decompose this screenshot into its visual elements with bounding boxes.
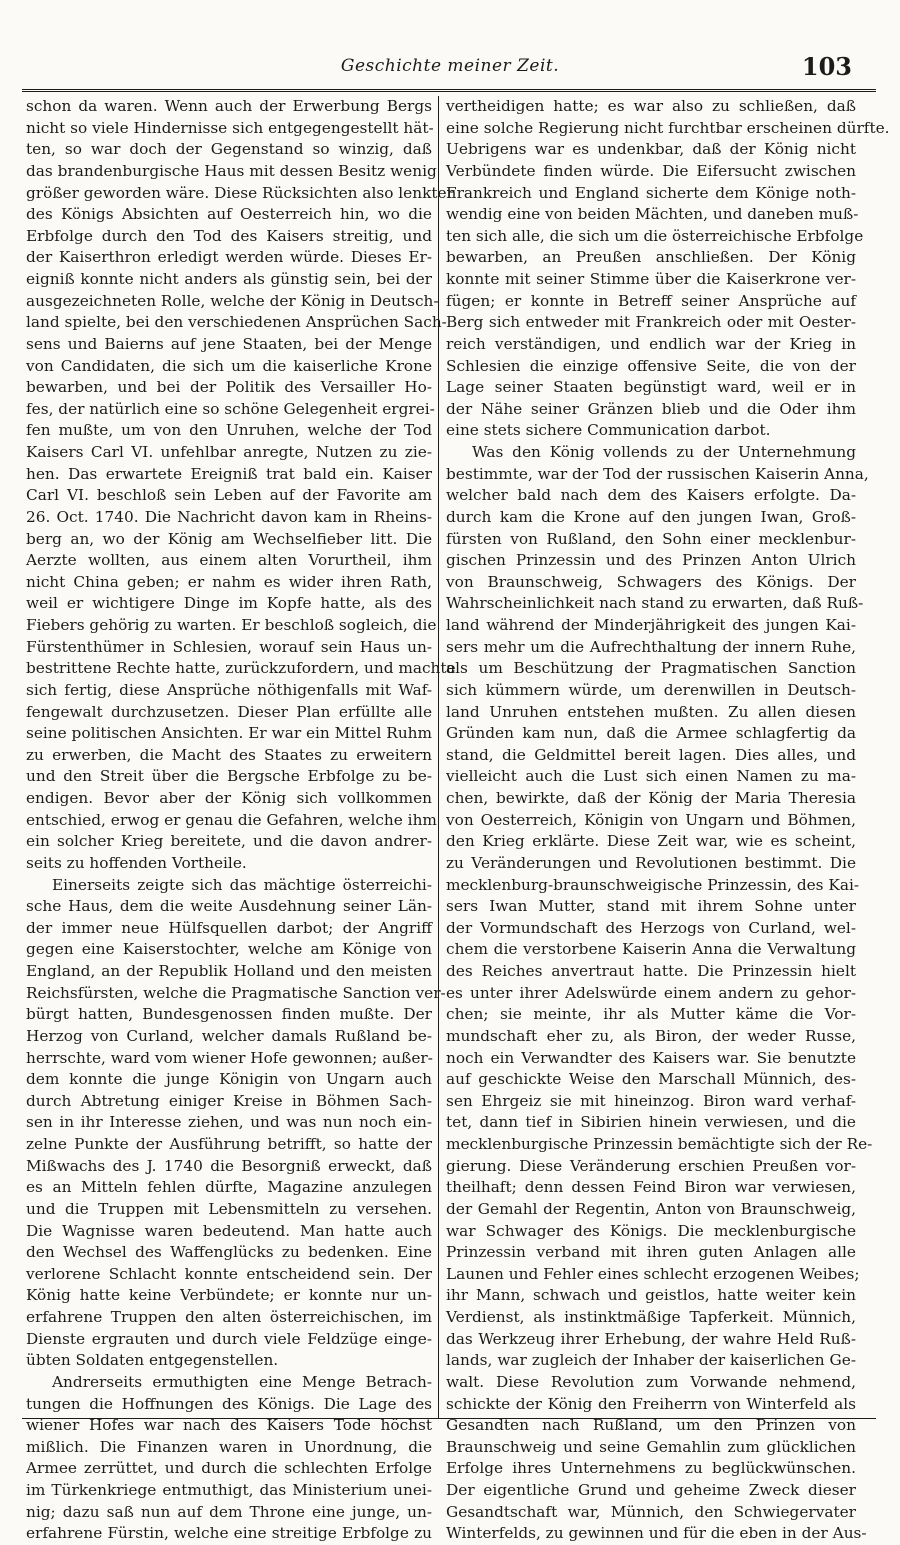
text-line: ten sich alle, die sich um die österreichische Erbfolge xyxy=(446,226,864,245)
text-line: vertheidigen hatte; es war also zu schließen, daß xyxy=(446,97,856,115)
text-line: des Königs Absichten auf Oesterreich hin, wo die xyxy=(26,205,432,224)
text-column-left xyxy=(26,96,457,1543)
text-line: Verbündete finden würde. Die Eifersucht zwischen xyxy=(446,161,856,180)
text-line: reich verständigen, und endlich war der Krieg in xyxy=(446,334,856,353)
text-line: Die Wagnisse waren bedeutend. Man hatte auch xyxy=(26,1221,432,1240)
text-line: fes, der natürlich eine so schöne Gelegenheit ergrei- xyxy=(26,399,435,418)
text-line: Erfolge ihres Unternehmens zu beglückwünschen. xyxy=(446,1459,856,1478)
text-line: mißlich. Die Finanzen waren in Unordnung, die xyxy=(26,1437,432,1456)
text-line: England, an der Republik Holland und den meisten xyxy=(26,962,432,980)
text-line: sich kümmern würde, um derenwillen in Deutsch- xyxy=(446,680,856,699)
text-line: chen; sie meinte, ihr als Mutter käme die Vor- xyxy=(446,1005,856,1024)
text-line: gierung. Diese Veränderung erschien Preußen vor- xyxy=(446,1156,856,1175)
text-line: ten, so war doch der Gegenstand so winzig, daß xyxy=(26,140,432,159)
text-line: Lage seiner Staaten begünstigt ward, weil er in xyxy=(446,378,856,397)
text-line: war Schwager des Königs. Die mecklenburgische xyxy=(446,1221,856,1240)
text-line: sche Haus, dem die weite Ausdehnung seiner Län- xyxy=(26,897,432,916)
text-line: entschied, erwog er genau die Gefahren, welche ihm xyxy=(26,810,437,829)
text-line: sens und Baierns auf jene Staaten, bei der Menge xyxy=(26,334,432,353)
text-line: Herzog von Curland, welcher damals Rußland be- xyxy=(26,1026,432,1045)
text-line: 26. Oct. 1740. Die Nachricht davon kam in Rheins- xyxy=(26,507,432,526)
text-line: Uebrigens war es undenkbar, daß der König nicht xyxy=(446,140,856,159)
text-line: ihr Mann, schwach und geistlos, hatte weiter kein xyxy=(446,1286,856,1305)
text-line: durch Abtretung einiger Kreise in Böhmen Sach- xyxy=(26,1091,432,1110)
text-line: Verdienst, als instinktmäßige Tapferkeit. Münnich, xyxy=(446,1308,856,1326)
text-line: zu Veränderungen und Revolutionen bestimmt. Die xyxy=(446,853,856,872)
text-line: Kaisers Carl VI. unfehlbar anregte, Nutzen zu zie- xyxy=(26,443,432,461)
text-line: Fürstenthümer in Schlesien, worauf sein Haus un- xyxy=(26,637,432,656)
text-line: des Reiches anvertraut hatte. Die Prinzessin hielt xyxy=(446,962,856,980)
text-line: Aerzte wollten, aus einem alten Vorurtheil, ihm xyxy=(26,551,432,570)
text-line: schon da waren. Wenn auch der Erwerbung Bergs xyxy=(26,97,432,115)
text-line: vielleicht auch die Lust sich einen Namen zu ma- xyxy=(446,767,856,786)
text-line: stand, die Geldmittel bereit lagen. Dies alles, und xyxy=(446,745,856,764)
text-line: gegen eine Kaiserstochter, welche am Könige von xyxy=(26,940,432,959)
text-line: seits zu hoffenden Vortheile. xyxy=(26,853,247,872)
text-line: land Unruhen entstehen mußten. Zu allen diesen xyxy=(446,702,856,721)
text-line: theilhaft; denn dessen Feind Biron war verwiesen, xyxy=(446,1178,856,1197)
text-line: sers mehr um die Aufrechthaltung der innern Ruhe, xyxy=(446,637,856,656)
text-line: mecklenburg-braunschweigische Prinzessin, des Kai- xyxy=(446,875,860,894)
text-line: sen Ehrgeiz sie mit hineinzog. Biron ward verhaf- xyxy=(446,1091,856,1110)
text-line: Wahrscheinlichkeit nach stand zu erwarten, daß Ruß- xyxy=(446,594,864,613)
text-line: schickte der König den Freiherrn von Winterfeld als xyxy=(446,1394,856,1413)
text-line: Fiebers gehörig zu warten. Er beschloß sogleich, die xyxy=(26,616,437,634)
text-line: erfahrene Truppen den alten österreichischen, im xyxy=(26,1308,432,1326)
text-line: Dienste ergrauten und durch viele Feldzüge einge- xyxy=(26,1329,432,1348)
text-line: bürgt hatten, Bundesgenossen finden mußte. Der xyxy=(26,1005,432,1024)
page-number: 103 xyxy=(801,52,852,81)
running-header-title: Geschichte meiner Zeit. xyxy=(340,56,560,76)
text-line: endigen. Bevor aber der König sich vollkommen xyxy=(26,789,432,807)
text-line: es an Mitteln fehlen dürfte, Magazine anzulegen xyxy=(26,1178,432,1197)
text-line: der immer neue Hülfsquellen darbot; der Angriff xyxy=(26,918,432,937)
text-line: zu erwerben, die Macht des Staates zu erweitern xyxy=(26,745,432,764)
text-line: tungen die Hoffnungen des Königs. Die Lage des xyxy=(26,1394,432,1413)
text-line: Armee zerrüttet, und durch die schlechten Erfolge xyxy=(26,1459,432,1478)
text-line: von Candidaten, die sich um die kaiserliche Krone xyxy=(26,356,432,375)
text-line: bestrittene Rechte hatte, zurückzufordern, und machte xyxy=(26,659,456,678)
text-line: zelne Punkte der Ausführung betrifft, so hatte der xyxy=(26,1135,432,1153)
text-line: welcher bald nach dem des Kaisers erfolgte. Da- xyxy=(446,486,856,505)
text-line: Reichsfürsten, welche die Pragmatische Sanction ver- xyxy=(26,983,446,1002)
text-line: Der eigentliche Grund und geheime Zweck dieser xyxy=(446,1481,856,1499)
text-line: von Oesterreich, Königin von Ungarn und Böhmen, xyxy=(446,810,856,829)
text-line: hen. Das erwartete Ereigniß trat bald ein. Kaiser xyxy=(26,464,432,483)
text-line: bewarben, und bei der Politik des Versailler Ho- xyxy=(26,378,432,397)
text-line: seine politischen Ansichten. Er war ein Mittel Ruhm xyxy=(26,724,433,743)
text-line: Mißwachs des J. 1740 die Besorgniß erweckt, daß xyxy=(26,1156,432,1175)
text-line: bewarben, an Preußen anschließen. Der König xyxy=(446,248,856,267)
text-line: land spielte, bei den verschiedenen Ansprüchen Sach- xyxy=(26,313,447,332)
text-line: Schlesien die einzige offensive Seite, die von der xyxy=(446,356,856,375)
text-line: Gesandten nach Rußland, um den Prinzen von xyxy=(446,1416,856,1435)
text-line: sich fertig, diese Ansprüche nöthigenfalls mit Waf- xyxy=(26,680,432,699)
text-line: fügen; er konnte in Betreff seiner Ansprüche auf xyxy=(446,291,856,310)
text-line: Winterfelds, zu gewinnen und für die eben in der Aus- xyxy=(446,1524,867,1543)
text-line: Einerseits zeigte sich das mächtige österreichi- xyxy=(52,875,432,894)
text-line: nicht so viele Hindernisse sich entgegengestellt hät- xyxy=(26,118,434,137)
text-line: das Werkzeug ihrer Erhebung, der wahre Held Ruß- xyxy=(446,1329,856,1348)
text-line: den Wechsel des Waffenglücks zu bedenken. Eine xyxy=(26,1243,432,1262)
text-line: fengewalt durchzusetzen. Dieser Plan erfüllte alle xyxy=(26,702,432,721)
text-line: gischen Prinzessin und des Prinzen Anton Ulrich xyxy=(446,551,856,570)
text-line: durch kam die Krone auf den jungen Iwan, Groß- xyxy=(446,507,856,526)
text-line: tet, dann tief in Sibirien hinein verwiesen, und die xyxy=(446,1113,856,1132)
text-line: mundschaft eher zu, als Biron, der weder Russe, xyxy=(446,1026,856,1045)
text-line: Prinzessin verband mit ihren guten Anlagen alle xyxy=(446,1243,856,1262)
text-line: es unter ihrer Adelswürde einem andern zu gehor- xyxy=(446,983,856,1002)
text-line: den Krieg erklärte. Diese Zeit war, wie es scheint, xyxy=(446,832,856,851)
text-line: herrschte, ward vom wiener Hofe gewonnen; außer- xyxy=(26,1048,433,1067)
text-line: chem die verstorbene Kaiserin Anna die Verwaltung xyxy=(446,940,856,959)
text-line: weil er wichtigere Dinge im Kopfe hatte, als des xyxy=(26,594,432,613)
text-line: der Gemahl der Regentin, Anton von Braunschweig, xyxy=(446,1199,856,1218)
text-line: ausgezeichneten Rolle, welche der König in Deutsch- xyxy=(26,291,439,310)
text-line: eigniß konnte nicht anders als günstig sein, bei der xyxy=(26,270,432,288)
text-line: als um Beschützung der Pragmatischen Sanction xyxy=(446,659,856,678)
text-line: Andrerseits ermuthigten eine Menge Betrach- xyxy=(52,1372,432,1391)
text-line: eine solche Regierung nicht furchtbar erscheinen dürfte. xyxy=(446,118,890,137)
text-line: auf geschickte Weise den Marschall Münnich, des- xyxy=(446,1070,856,1089)
text-line: mecklenburgische Prinzessin bemächtigte sich der Re- xyxy=(446,1135,873,1153)
text-line: bestimmte, war der Tod der russischen Kaiserin Anna, xyxy=(446,464,869,483)
text-line: sers Iwan Mutter, stand mit ihrem Sohne unter xyxy=(446,897,856,916)
text-line: noch ein Verwandter des Kaisers war. Sie benutzte xyxy=(446,1048,856,1067)
text-line: das brandenburgische Haus mit dessen Besitz wenig xyxy=(26,161,437,180)
text-line: wiener Hofes war nach des Kaisers Tode höchst xyxy=(26,1416,432,1435)
text-line: chen, bewirkte, daß der König der Maria Theresia xyxy=(446,789,856,807)
text-line: ein solcher Krieg bereitete, und die davon andrer- xyxy=(26,832,432,851)
text-line: nig; dazu saß nun auf dem Throne eine junge, un- xyxy=(26,1502,432,1521)
text-line: berg an, wo der König am Wechselfieber litt. Die xyxy=(26,529,432,548)
text-line: Was den König vollends zu der Unternehmung xyxy=(472,443,856,461)
text-line: im Türkenkriege entmuthigt, das Ministerium unei- xyxy=(26,1481,432,1499)
text-line: und den Streit über die Bergsche Erbfolge zu be- xyxy=(26,767,432,786)
text-line: nicht China geben; er nahm es wider ihren Rath, xyxy=(26,572,432,591)
text-line: Gesandtschaft war, Münnich, den Schwiegervater xyxy=(446,1502,856,1521)
text-line: walt. Diese Revolution zum Vorwande nehmend, xyxy=(446,1372,856,1391)
text-line: Gründen kam nun, daß die Armee schlagfertig da xyxy=(446,724,856,743)
text-line: fürsten von Rußland, den Sohn einer mecklenbur- xyxy=(446,529,856,548)
text-line: der Vormundschaft des Herzogs von Curland, wel- xyxy=(446,918,856,937)
text-line: erfahrene Fürstin, welche eine streitige Erbfolge zu xyxy=(26,1524,432,1543)
text-line: verlorene Schlacht konnte entscheidend sein. Der xyxy=(26,1264,432,1283)
text-line: Erbfolge durch den Tod des Kaisers streitig, und xyxy=(26,226,432,245)
text-line: Berg sich entweder mit Frankreich oder mit Oester- xyxy=(446,313,856,332)
text-line: und die Truppen mit Lebensmitteln zu versehen. xyxy=(26,1199,432,1218)
text-line: größer geworden wäre. Diese Rücksichten also lenkten xyxy=(26,183,457,202)
text-line: dem konnte die junge Königin von Ungarn auch xyxy=(26,1070,432,1089)
text-line: der Nähe seiner Gränzen blieb und die Oder ihm xyxy=(446,399,856,418)
text-line: übten Soldaten entgegenstellen. xyxy=(26,1351,279,1370)
text-line: Carl VI. beschloß sein Leben auf der Favorite am xyxy=(26,486,432,505)
text-line: konnte mit seiner Stimme über die Kaiserkrone ver- xyxy=(446,270,856,288)
text-line: eine stets sichere Communication darbot. xyxy=(446,421,771,440)
text-line: Braunschweig und seine Gemahlin zum glücklichen xyxy=(446,1437,856,1456)
text-line: Frankreich und England sicherte dem Könige noth- xyxy=(446,183,856,202)
text-line: der Kaiserthron erledigt werden würde. Dieses Er- xyxy=(26,248,432,267)
text-line: lands, war zugleich der Inhaber der kaiserlichen Ge- xyxy=(446,1351,856,1370)
text-line: von Braunschweig, Schwagers des Königs. Der xyxy=(446,572,856,591)
text-line: fen mußte, um von den Unruhen, welche der Tod xyxy=(26,421,432,440)
header-rule xyxy=(22,89,876,92)
text-line: Launen und Fehler eines schlecht erzogenen Weibes; xyxy=(446,1264,860,1283)
text-line: land während der Minderjährigkeit des jungen Kai- xyxy=(446,616,856,634)
text-line: wendig eine von beiden Mächten, und daneben muß- xyxy=(446,205,859,224)
text-column-right xyxy=(446,96,890,1543)
text-line: sen in ihr Interesse ziehen, und was nun noch ein- xyxy=(26,1113,432,1132)
text-line: König hatte keine Verbündete; er konnte nur un- xyxy=(26,1286,432,1305)
